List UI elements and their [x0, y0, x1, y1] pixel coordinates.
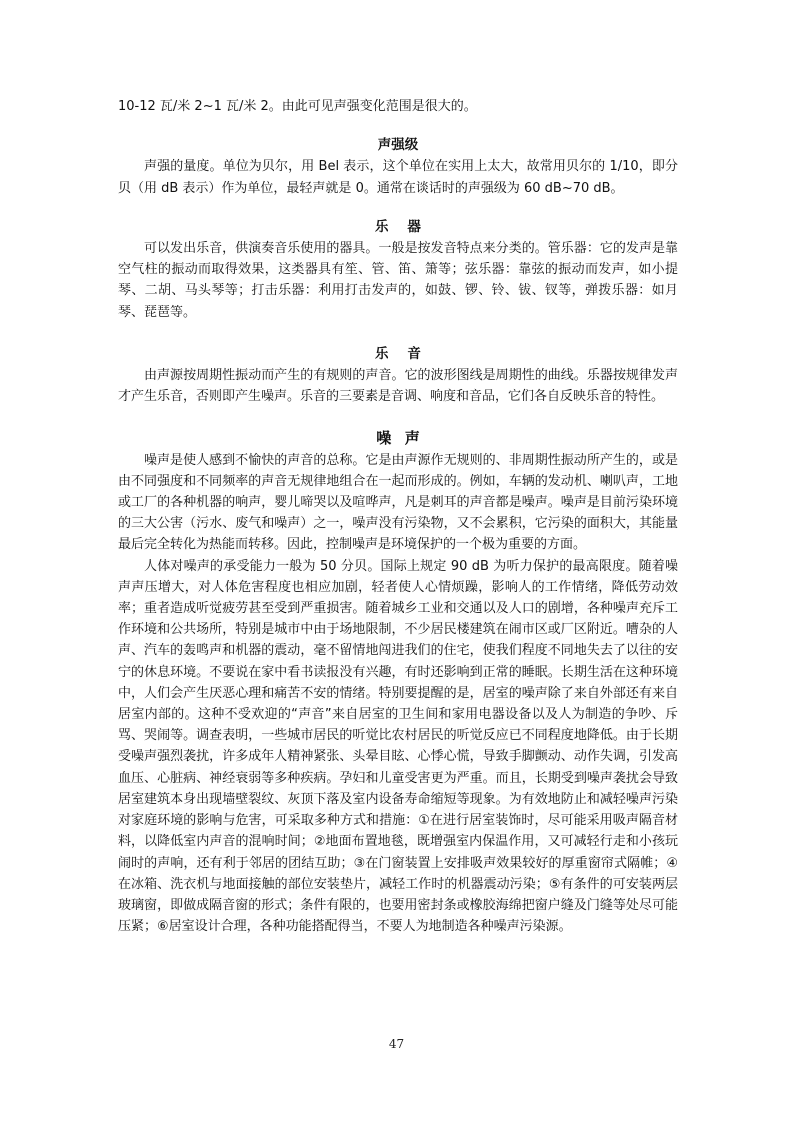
page-number: 47: [388, 1037, 405, 1051]
noise-paragraph-2: 人体对噪声的承受能力一般为 50 分贝。国际上规定 90 dB 为听力保护的最高限度。随着噪声声压增大，对人体危害程度也相应加剧，轻者使人心情烦躁，影响人的工作情绪，降低劳动效率；重者造成听觉疲劳甚至受到严重损害。随着城乡工业和交通以及人口的剧增，各种噪声充斥工作环境和公共场所，特别是城市中由于场地限制，不少居民楼建筑在闹市区或厂区附近。嘈杂的人声、汽车的轰鸣声和机器的震动，毫不留情地闯进我们的住宅，使我们程度不同地失去了以往的安宁的休息环境。不要说在家中看书读报没有兴趣，有时还影响到正常的睡眠。长期生活在这种环境中，人们会产生厌恶心理和痛苦不安的情绪。特别要提醒的是，居室的噪声除了来自外部还有来自居室内部的。这种不受欢迎的“声音”来自居室的卫生间和家用电器设备以及人为制造的争吵、斥骂、哭闹等。调查表明，一些城市居民的听觉比农村居民的听觉反应已不同程度地降低。由于长期受噪声强烈袭扰，许多成年人精神紧张、头晕目眩、心悸心慌，导致手脚颤动、动作失调，引发高血压、心脏病、神经衰弱等多种疾病。孕妇和儿童受害更为严重。而且，长期受到噪声袭扰会导致居室建筑本身出现墙壁裂纹、灰顶下落及室内设备寿命缩短等现象。为有效地防止和减轻噪声污染对家庭环境的影响与危害，可采取多种方式和措施：①在进行居室装饰时，尽可能采用吸声隔音材料，以降低室内声音的混响时间；②地面布置地毯，既增强室内保温作用，又可减轻行走和小孩玩闹时的声响，还有利于邻居的团结互助；③在门窗装置上安排吸声效果较好的厚重窗帘式隔帷；④在冰箱、洗衣机与地面接触的部位安装垫片，减轻工作时的机器震动污染；⑤有条件的可安装两层玻璃窗，即做成隔音窗的形式；条件有限的，也要用密封条或橡胶海绵把窗户缝及门缝等处尽可能压紧；⑥居室设计合理，各种功能搭配得当，不要人为地制造各种噪声污染源。: [118, 558, 678, 935]
section-title-noise: 噪声: [376, 429, 434, 448]
section-sound-level: [118, 135, 678, 199]
section-title-sound-level: 声强级: [377, 137, 419, 154]
lead-paragraph: 10-12 瓦/米 2~1 瓦/米 2。由此可见声强变化范围是很大的。: [118, 99, 477, 114]
page-body: [118, 96, 678, 937]
sound-level-paragraph: 声强的量度。单位为贝尔，用 Bel 表示，这个单位在实用上太大，故常用贝尔的 1/10，即分贝（用 dB 表示）作为单位，最轻声就是 0。通常在谈话时的声强级为 60 dB~70 dB。: [118, 159, 678, 196]
section-title-musical-tone: 乐音: [375, 345, 440, 362]
section-instruments: [118, 217, 678, 323]
noise-paragraph-1: 噪声是使人感到不愉快的声音的总称。它是由声源作无规则的、非周期性振动所产生的，或是由不同强度和不同频率的声音无规律地组合在一起而形成的。例如，车辆的发动机、喇叭声，工地或工厂的各种机器的响声，婴儿啼哭以及喧哗声，凡是刺耳的声音都是噪声。噪声是目前污染环境的三大公害（污水、废气和噪声）之一，噪声没有污染物，又不会累积，它污染的面积大，其能量最后完全转化为热能而转移。因此，控制噪声是环境保护的一个极为重要的方面。: [118, 452, 678, 553]
section-musical-tone: [118, 344, 678, 408]
instruments-paragraph: 可以发出乐音，供演奏音乐使用的器具。一般是按发音特点来分类的。管乐器：它的发声是靠空气柱的振动而取得效果，这类器具有笙、管、笛、箫等；弦乐器：靠弦的振动而发声，如小提琴、二胡、马头琴等；打击乐器：利用打击发声的，如鼓、锣、铃、钹、钗等，弹拨乐器：如月琴、琵琶等。: [118, 241, 678, 320]
section-title-instruments: 乐器: [375, 218, 440, 235]
section-noise: [118, 428, 678, 937]
musical-tone-paragraph: 由声源按周期性振动而产生的有规则的声音。它的波形图线是周期性的曲线。乐器按规律发声才产生乐音，否则即产生噪声。乐音的三要素是音调、响度和音品，它们各自反映乐音的特性。: [118, 368, 678, 405]
